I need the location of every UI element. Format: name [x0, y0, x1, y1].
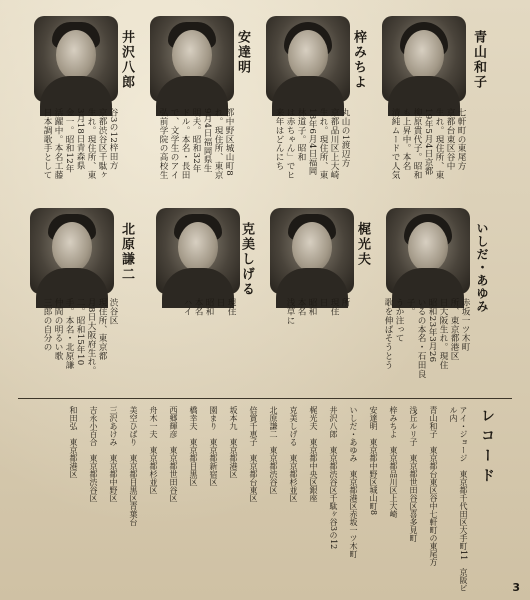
record-entry: 橋幸夫 東京都目黒区 [189, 406, 198, 486]
record-entry: 坂本九 東京都港区 [229, 406, 238, 478]
profile-name: 井沢八郎 [119, 30, 134, 90]
profile-bio: 現住 日 昭和 本名 ハイ [182, 298, 236, 316]
page-number: 3 [512, 581, 520, 594]
records-list [40, 406, 468, 594]
record-entry: 和田弘 東京都港区 [69, 406, 78, 478]
record-entry: 梓みちよ 東京都品川区上大崎 [389, 406, 398, 518]
portrait-photo-aoyama [382, 16, 466, 102]
profile-name: 安達明 [235, 30, 250, 75]
profile-bio: 谷3の12梓田方 京都渋谷区千駄ヶ 生れ。現住所、東 3月18日青森県 金一。昭和12年 活躍中。本名工藤 日本調歌手として [42, 108, 118, 180]
record-entry: 梶光夫 東京都中央区銀座 [309, 406, 318, 502]
profile-name: いしだ・あゆみ [475, 222, 489, 313]
record-entry: 青山和子 東京都台東区谷中七軒町の東尾方 [429, 406, 438, 566]
profile-name: 克美しげる [239, 222, 254, 297]
record-entry: 美空ひばり 東京都目黒区青葉台 [129, 406, 138, 526]
record-entry: 克美しげる 東京都杉並区 [289, 406, 298, 502]
record-entry: 西郷輝彦 東京都世田谷区 [169, 406, 178, 502]
profile-bio: 七軒町の東尾方 京都台東区谷中 生れ。現住所、東 19年5月4日京都 柳原貴代子。昭和 も上昇中。本名 清純ムードで人気 [390, 108, 466, 180]
profile-bio: 都中野区城山町8 れ。現住所、東京 9月4日福岡県生 明夫。昭和32年 ドル。本名・長田 で、文学生のアイ 弘前学院の高校生 [158, 108, 234, 180]
profile-bio: 赤坂一ツ木町 所、東京都港区 日大阪生れ。現住 昭和23年3月26 いるの本名・石田良子。 うか注って 歌を伸ばそうとう [383, 298, 470, 379]
profile-name: 梓みちよ [351, 30, 366, 90]
portrait-photo-katsumi [156, 208, 240, 294]
profile-bio: 所 現住 日 昭和 本名 浅草に [285, 298, 350, 325]
profile-name: 北原謙二 [119, 222, 134, 282]
record-entry: アイ・ジョージ 東京都千代田区大手町11 京阪ビル内 [449, 406, 468, 593]
portrait-photo-izawa [34, 16, 118, 102]
record-entry: 園まり 東京都新宿区 [209, 406, 218, 486]
record-entry: 三沢あけみ 東京都中野区 [109, 406, 118, 502]
portrait-photo-kaji [270, 208, 354, 294]
profile-bio: 丸山の1渡辺方 京都品川区上大崎 生れ。現住所、東 18年6月4日福岡 林道子。昭和 は赤ちゃん」でヒ 来年はどんにち [274, 108, 350, 180]
portrait-photo-kitahara [30, 208, 114, 294]
record-entry: 倍賞千恵子 東京都台東区 [249, 406, 258, 502]
section-divider [18, 398, 512, 399]
portrait-photo-adachi [150, 16, 234, 102]
record-entry: 井沢八郎 東京都渋谷区千駄ヶ谷3の12 [329, 406, 338, 550]
profile-name: 青山和子 [471, 30, 486, 90]
portrait-photo-azusa [266, 16, 350, 102]
record-entry: いしだ・あゆみ 東京都港区赤坂一ツ木町 [349, 406, 358, 558]
records-section-title: レコード [479, 408, 495, 488]
profile-name: 梶光夫 [355, 222, 370, 267]
record-entry: 吉永小百合 東京都渋谷区 [89, 406, 98, 502]
portrait-photo-ishida [386, 208, 470, 294]
record-entry: 浅丘ルリ子 東京都世田谷区喜多見町 [409, 406, 418, 542]
profile-bio: 渋谷区 現住所、東京都 月8日大阪府生れ。 二。昭和15年10 手。本名・北原謙 仲間の明るい歌 三郎の自分の [42, 298, 118, 375]
record-entry: 舟木一夫 東京都杉並区 [149, 406, 158, 494]
record-entry: 北原謙二 東京都渋谷区 [269, 406, 278, 494]
record-entry: 安達明 東京都中野区城山町8 [369, 406, 378, 516]
